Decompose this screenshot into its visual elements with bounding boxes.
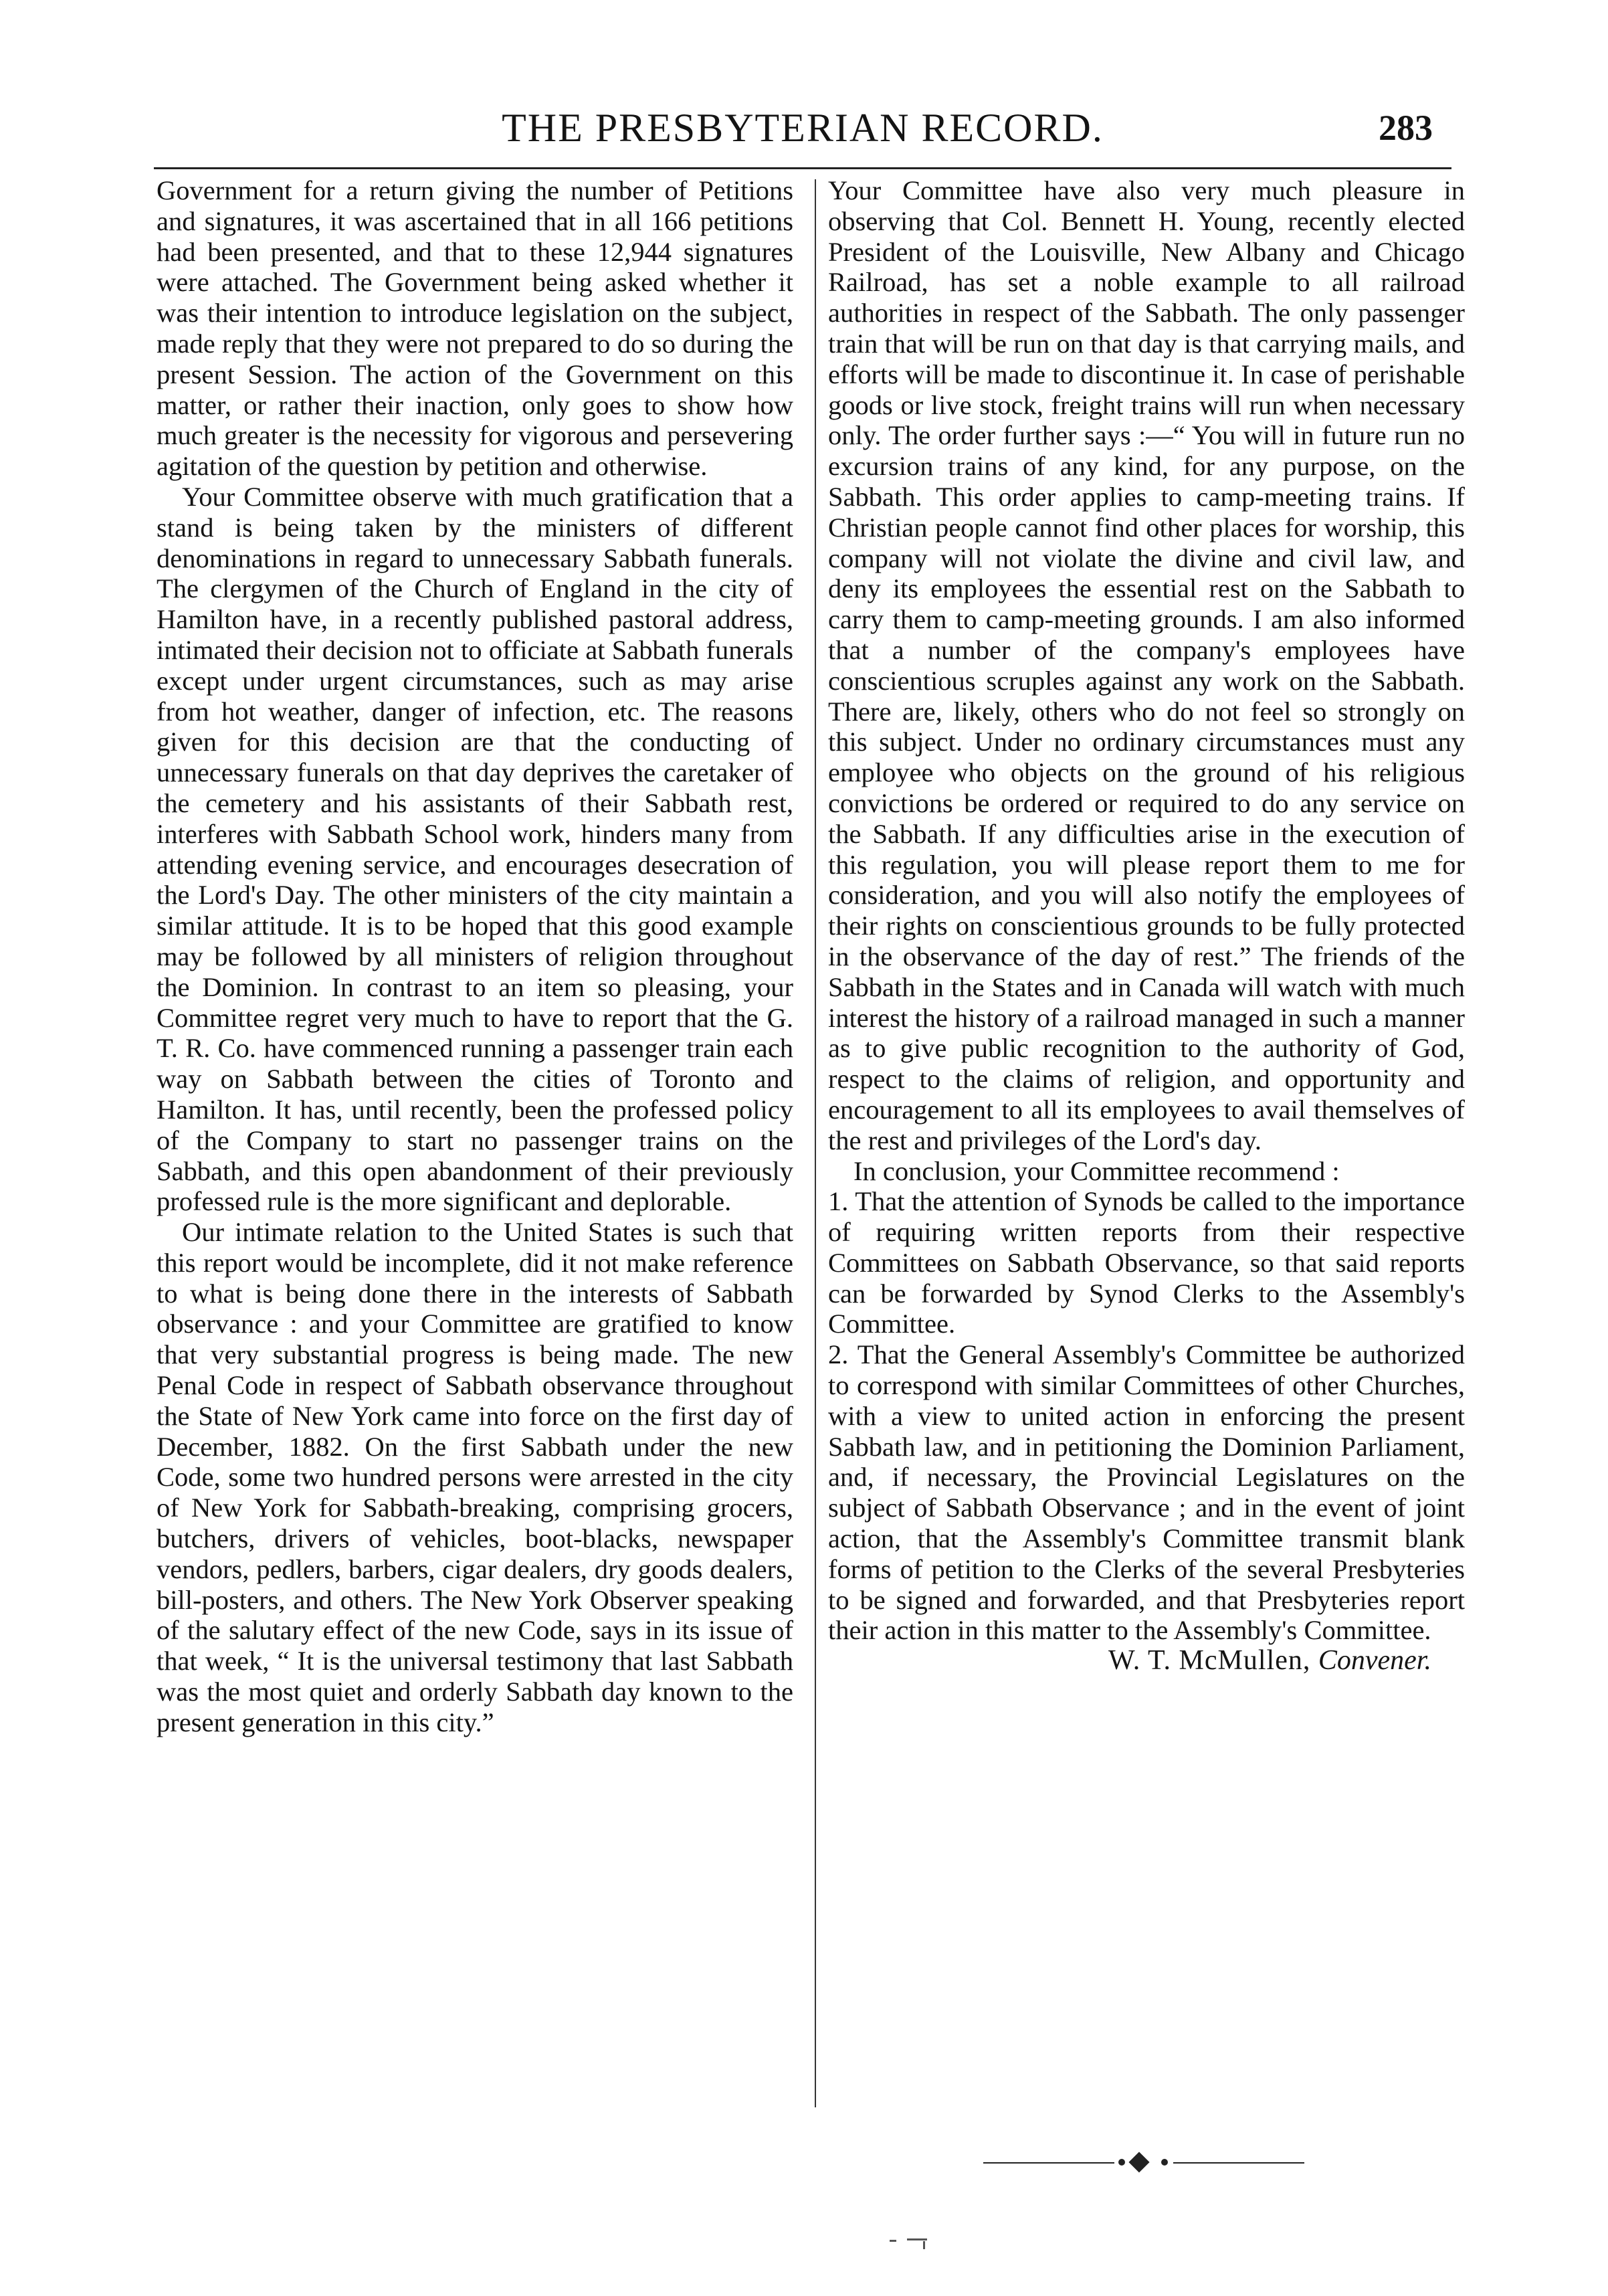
column-divider [815, 179, 816, 2107]
ornament-line-right [1173, 2162, 1304, 2164]
ornament-dot [1161, 2159, 1168, 2166]
speck [907, 2238, 927, 2240]
speck [890, 2240, 896, 2242]
print-specks [890, 2232, 957, 2252]
recommendation-item: 1. That the attention of Synods be called to the importance of requiring written reports from their respective Committees on Sabbath Observance, so that said reports can be forwarded by Synod Clerks to the Assembly's Committee. [828, 1186, 1465, 1339]
paragraph-railroad: Your Committee have also very much pleasure in observing that Col. Bennett H. Young, recently elected President of the Louisville, New Albany and Chicago Railroad, has set a noble example to all railroad authorities in respect of the Sabbath. The only passenger train that will be run on that day is that carrying mails, and efforts will be made to discontinue it. In case of perishable goods or live stock, freight trains will run when necessary only. The order further says :—“ You will in future run no excursion trains of any kind, for any purpose, on the Sabbath. This order applies to camp-meeting trains. If Christian people cannot find other places for worship, this company will not violate the divine and civil law, and deny its employees the essential rest on the Sabbath to carry them to camp-meeting grounds. I am also informed that a number of the company's employees have conscientious scruples against any work on the Sabbath. There are, likely, others who do not feel so strongly on this subject. Under no ordinary circumstances must any employee who objects on the ground of his religious convictions be ordered or required to do any service on the Sabbath. If any difficulties arise in the execution of this regulation, you will please report them to me for consideration, and you will also notify the employees of their rights on conscientious grounds to be fully protected in the observance of the day of rest.” The friends of the Sabbath in the States and in Canada will watch with much interest the history of a railroad managed in such a manner as to give public recognition to the authority of God, respect to the claims of religion, and opportunity and encouragement to all its employees to avail themselves of the rest and privileges of the Lord's day. [828, 175, 1465, 1155]
running-title: THE PRESBYTERIAN RECORD. [502, 106, 1104, 150]
signature [828, 1646, 1465, 1677]
ornament-line-left [983, 2162, 1114, 2164]
ornament-diamond-icon [1128, 2151, 1149, 2172]
recommendation-item: 2. That the General Assembly's Committee be authorized to correspond with similar Committees of other Churches, with a view to united action in enforcing the present Sabbath law, and in petitioning the Dominion Parliament, and, if necessary, the Provincial Legislatures on the subject of Sabbath Observance ; and in the event of joint action, that the Assembly's Committee transmit blank forms of petition to the Clerks of the several Presbyteries to be signed and forwarded, and that Presbyteries report their action in this matter to the Assembly's Committee. [828, 1339, 1465, 1646]
speck [923, 2241, 929, 2249]
left-column [157, 175, 793, 1738]
ornament-dot [1118, 2159, 1125, 2166]
right-column [828, 175, 1465, 1677]
paragraph-funerals: Your Committee observe with much gratification that a stand is being taken by the ministers of different denominations in regard to unnecessary Sabbath funerals. The clergymen of the Church of England in the city of Hamilton have, in a recently published pastoral address, intimated their decision not to officiate at Sabbath funerals except under urgent circumstances, such as may arise from hot weather, danger of infection, etc. The reasons given for this decision are that the conducting of unnecessary funerals on that day deprives the caretaker of the cemetery and his assistants of their Sabbath rest, interferes with Sabbath School work, hinders many from attending evening service, and encourages desecration of the Lord's Day. The other ministers of the city maintain a similar attitude. It is to be hoped that this good example may be followed by all ministers of religion throughout the Dominion. In contrast to an item so pleasing, your Committee regret very much to have to report that the G. T. R. Co. have commenced running a passenger train each way on Sabbath between the cities of Toronto and Hamilton. It has, until recently, been the professed policy of the Company to start no passenger trains on the Sabbath, and this open abandonment of their previously professed rule is the more significant and deplorable. [157, 481, 793, 1217]
paragraph-conclusion: In conclusion, your Committee recommend : [853, 1155, 1340, 1186]
header-rule [154, 167, 1451, 169]
page-header [167, 100, 1438, 158]
paragraph-petitions: Government for a return giving the number of Petitions and signatures, it was ascertained that in all 166 petitions had been presented, and that to these 12,944 signatures were attached. The Government being asked whether it was their intention to introduce legislation on the subject, made reply that they were not prepared to do so during the present Session. The action of the Government on this matter, or rather their inaction, only goes to show how much greater is the necessity for vigorous and persevering agitation of the question by petition and otherwise. [157, 175, 793, 482]
signature-name: W. T. McMullen, [1108, 1645, 1311, 1677]
section-ornament [983, 2153, 1304, 2173]
page-number: 283 [1379, 108, 1433, 148]
paragraph-united-states: Our intimate relation to the United States is such that this report would be incomplete, did it not make reference to what is being done there in the interests of Sabbath observance : and your Committee are gratified to know that very substantial progress is being made. The new Penal Code in respect of Sabbath observance throughout the State of New York came into force on the first day of December, 1882. On the first Sabbath under the new Code, some two hundred persons were arrested in the city of New York for Sabbath-breaking, comprising grocers, butchers, drivers of vehicles, boot-blacks, newspaper vendors, pedlers, barbers, cigar dealers, dry goods dealers, bill-posters, and others. The New York Observer speaking of the salutary effect of the new Code, says in its issue of that week, “ It is the universal testimony that last Sabbath was the most quiet and orderly Sabbath day known to the present generation in this city.” [157, 1217, 793, 1737]
signature-role: Convener. [1318, 1645, 1431, 1677]
